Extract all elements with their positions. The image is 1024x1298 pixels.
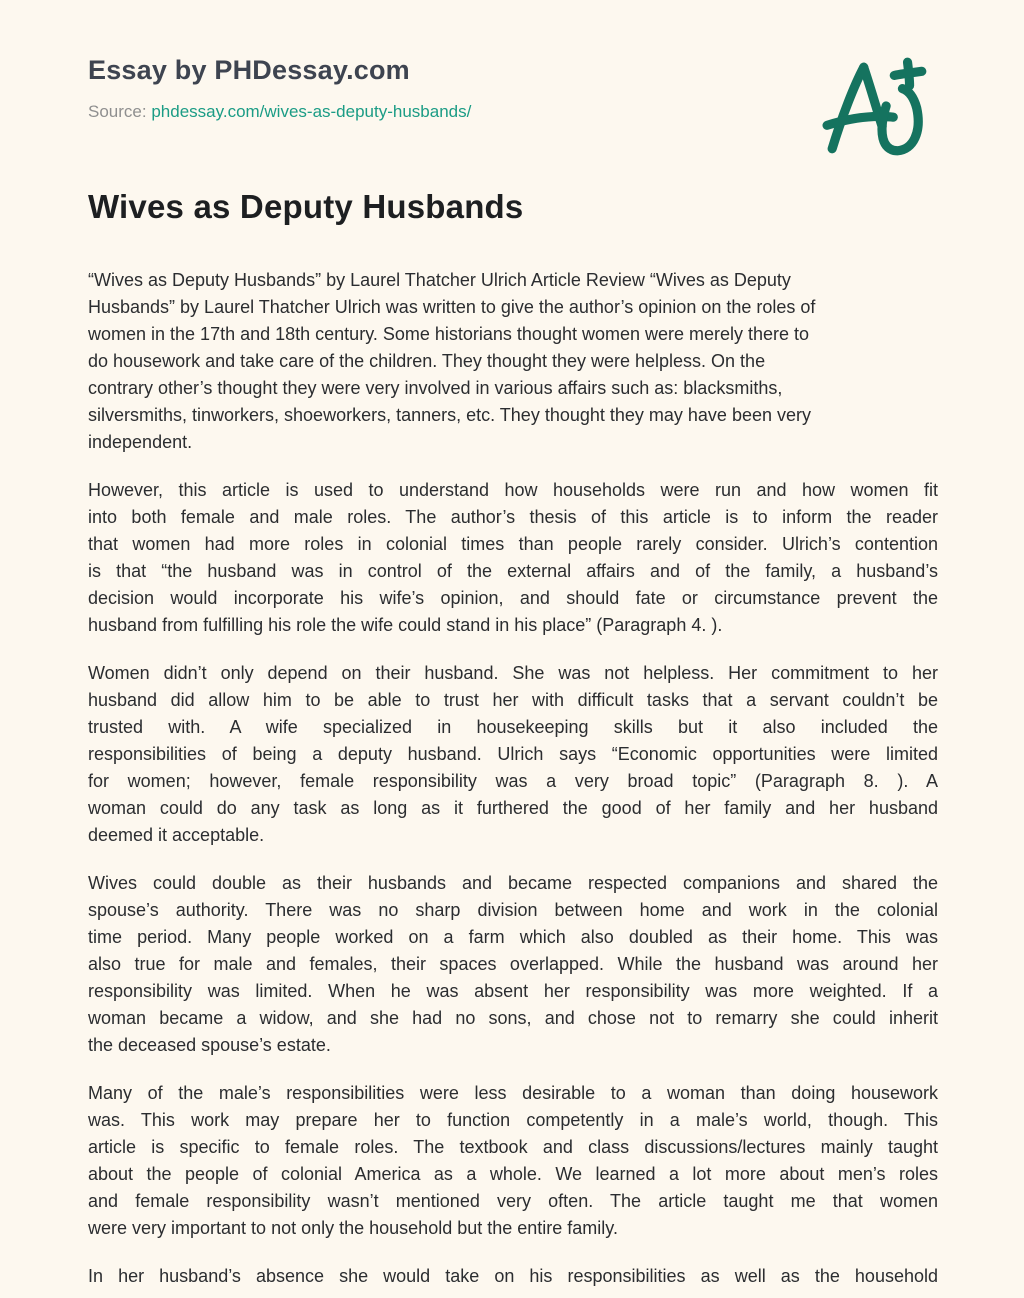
text-line: silversmiths, tinworkers, shoeworkers, tanners, etc. They thought they may have been very — [88, 405, 811, 425]
essay-body — [88, 267, 938, 1290]
text-line: trusted with. A wife specialized in housekeeping skills but it also included the — [88, 717, 938, 737]
text-line: Many of the male’s responsibilities were less desirable to a woman than doing housework — [88, 1083, 938, 1103]
text-line: In her husband’s absence she would take on his responsibilities as well as the household — [88, 1266, 938, 1286]
text-line: for women; however, female responsibility was a very broad topic” (Paragraph 8. ). A — [88, 771, 938, 791]
page-header — [88, 54, 938, 123]
text-line: women in the 17th and 18th century. Some historians thought women were merely there to — [88, 324, 810, 344]
text-line: the deceased spouse’s estate. — [88, 1035, 331, 1055]
text-line: “Wives as Deputy Husbands” by Laurel Thatcher Ulrich Article Review “Wives as Deputy — [88, 270, 791, 290]
text-line: spouse’s authority. There was no sharp division between home and work in the colonial — [88, 900, 938, 920]
essay-title: Wives as Deputy Husbands — [88, 188, 524, 225]
text-line: also true for male and females, their spaces overlapped. While the husband was around her — [88, 954, 938, 974]
text-line: responsibility was limited. When he was absent her responsibility was more weighted. If a — [88, 981, 938, 1001]
text-line: were very important to not only the household but the entire family. — [88, 1218, 618, 1238]
text-line: and female responsibility wasn’t mentioned very often. The article taught me that women — [88, 1191, 938, 1211]
paragraph — [88, 870, 938, 1059]
text-line: However, this article is used to understand how households were run and how women fit — [88, 480, 938, 500]
a-plus-logo-icon — [822, 50, 934, 166]
text-line: was. This work may prepare her to function competently in a male’s world, though. This — [88, 1110, 938, 1130]
text-line: deemed it acceptable. — [88, 825, 265, 845]
text-line: time period. Many people worked on a farm which also doubled as their home. This was — [88, 927, 938, 947]
text-line: Husbands” by Laurel Thatcher Ulrich was written to give the author’s opinion on the roles of — [88, 297, 816, 317]
text-line: woman could do any task as long as it furthered the good of her family and her husband — [88, 798, 938, 818]
paragraph — [88, 477, 938, 639]
site-title: Essay by PHDessay.com — [88, 55, 410, 85]
source-link[interactable]: phdessay.com/wives-as-deputy-husbands/ — [151, 102, 472, 121]
text-line: Women didn’t only depend on their husband. She was not helpless. Her commitment to her — [88, 663, 938, 683]
text-line: husband did allow him to be able to trust her with difficult tasks that a servant couldn’t be — [88, 690, 938, 710]
text-line: into both female and male roles. The author’s thesis of this article is to inform the reader — [88, 507, 938, 527]
source-row — [88, 101, 938, 123]
paragraph — [88, 1080, 938, 1242]
text-line: contrary other’s thought they were very involved in various affairs such as: blacksmiths, — [88, 378, 783, 398]
text-line: is that “the husband was in control of the external affairs and of the family, a husband’s — [88, 561, 938, 581]
paragraph — [88, 660, 938, 849]
paragraph — [88, 1263, 938, 1290]
text-line: that women had more roles in colonial times than people rarely consider. Ulrich’s contention — [88, 534, 938, 554]
text-line: woman became a widow, and she had no sons, and chose not to remarry she could inherit — [88, 1008, 938, 1028]
text-line: responsibilities of being a deputy husband. Ulrich says “Economic opportunities were limited — [88, 744, 938, 764]
text-line: do housework and take care of the children. They thought they were helpless. On the — [88, 351, 766, 371]
text-line: decision would incorporate his wife’s opinion, and should fate or circumstance prevent the — [88, 588, 938, 608]
paragraph — [88, 267, 938, 456]
source-label: Source: — [88, 102, 147, 121]
text-line: husband from fulfilling his role the wife could stand in his place” (Paragraph 4. ). — [88, 615, 723, 635]
text-line: Wives could double as their husbands and became respected companions and shared the — [88, 873, 938, 893]
text-line: article is specific to female roles. The textbook and class discussions/lectures mainly taught — [88, 1137, 938, 1157]
text-line: about the people of colonial America as a whole. We learned a lot more about men’s roles — [88, 1164, 938, 1184]
text-line: independent. — [88, 432, 193, 452]
